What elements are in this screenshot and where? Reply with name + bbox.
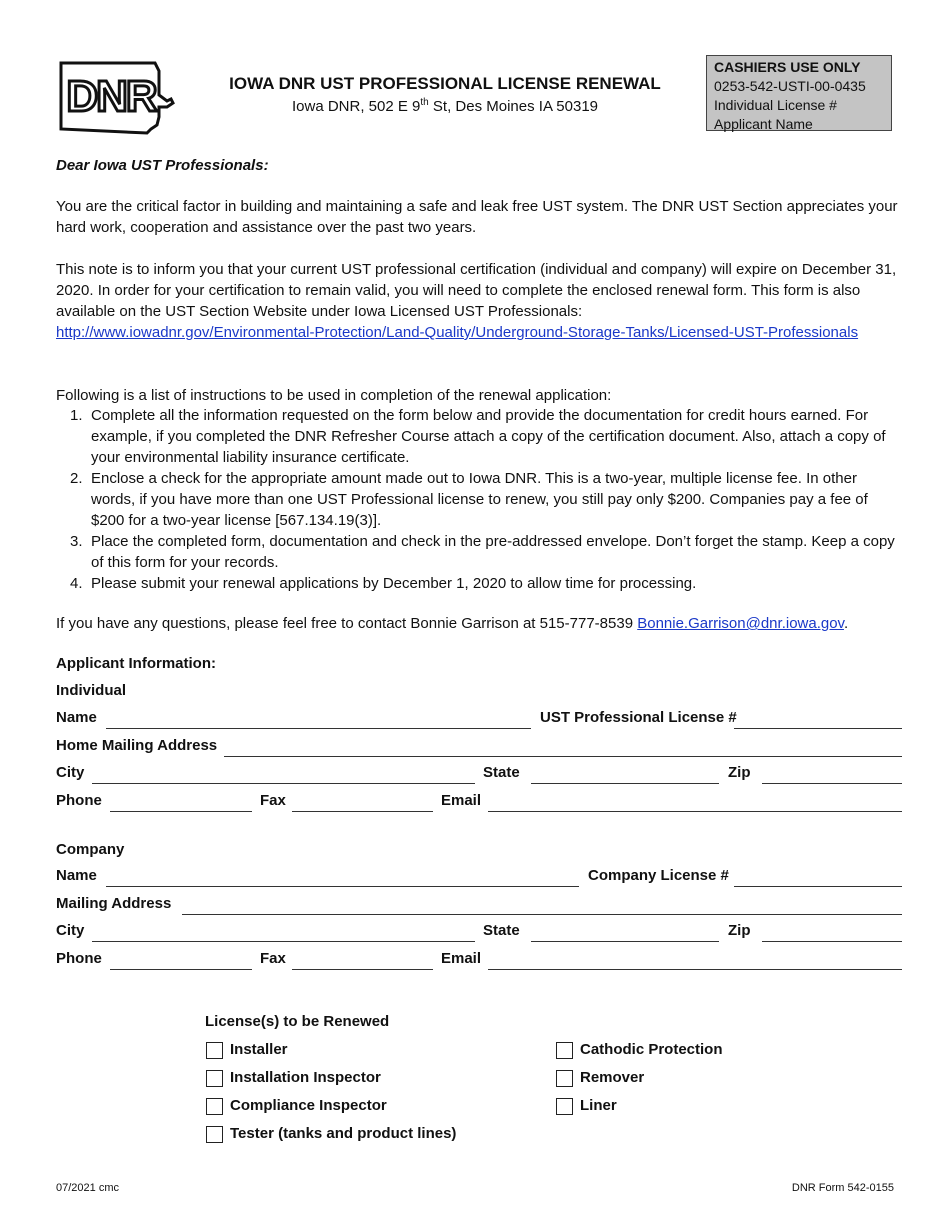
- liner-checkbox[interactable]: [556, 1098, 573, 1115]
- remover-checkbox[interactable]: [556, 1070, 573, 1087]
- company-address-label: Mailing Address: [56, 895, 172, 912]
- individual-fax-label: Fax: [260, 792, 286, 809]
- contact-paragraph: If you have any questions, please feel free to contact Bonnie Garrison at 515-777-8539 Bonnie.Garrison@dnr.iowa.gov.: [56, 615, 849, 632]
- footer-form-number: DNR Form 542-0155: [791, 1182, 894, 1194]
- company-phone-field[interactable]: [110, 969, 252, 970]
- individual-name-field[interactable]: [106, 728, 531, 729]
- cathodic-protection-checkbox[interactable]: [556, 1042, 573, 1059]
- applicant-info-heading: Applicant Information:: [56, 655, 216, 672]
- greeting: Dear Iowa UST Professionals:: [56, 157, 269, 174]
- company-name-label: Name: [56, 867, 97, 884]
- individual-fax-field[interactable]: [292, 811, 433, 812]
- company-heading: Company: [56, 841, 125, 858]
- instruction-text: Please submit your renewal applications by December 1, 2020 to allow time for processing.: [91, 575, 697, 592]
- individual-license-label: UST Professional License #: [540, 709, 737, 726]
- company-zip-label: Zip: [728, 922, 751, 939]
- company-email-label: Email: [441, 950, 482, 967]
- individual-name-label: Name: [56, 709, 97, 726]
- individual-address-field[interactable]: [224, 756, 902, 757]
- individual-email-field[interactable]: [488, 811, 902, 812]
- individual-zip-field[interactable]: [762, 783, 902, 784]
- footer-revision: 07/2021 cmc: [56, 1182, 119, 1194]
- company-license-field[interactable]: [734, 886, 902, 887]
- instruction-item: [56, 531, 898, 573]
- individual-state-field[interactable]: [531, 783, 719, 784]
- company-state-label: State: [483, 922, 520, 939]
- licenses-heading: License(s) to be Renewed: [205, 1013, 390, 1030]
- instruction-number: 2.: [70, 470, 83, 487]
- compliance-inspector-label: Compliance Inspector: [230, 1097, 387, 1114]
- page-title: IOWA DNR UST PROFESSIONAL LICENSE RENEWAL: [229, 74, 661, 93]
- individual-heading: Individual: [56, 682, 127, 699]
- company-email-field[interactable]: [488, 969, 902, 970]
- instructions-intro: Following is a list of instructions to be used in completion of the renewal application:: [56, 387, 612, 404]
- company-fax-field[interactable]: [292, 969, 433, 970]
- instructions-list: [56, 405, 898, 594]
- instruction-text: Enclose a check for the appropriate amount made out to Iowa DNR. This is a two-year, multiple license fee. In other words, if you have more than one UST Professional license to renew, you still pay only $200. Companies pay a fee of $200 for a two-year license [567.134.19(3)].: [91, 470, 868, 529]
- expiration-paragraph: This note is to inform you that your current UST professional certification (individual and company) will expire on December 31, 2020. In order for your certification to remain valid, you will need to complete the enclosed renewal form. This form is also available on the UST Section Website under Iowa Licensed UST Professionals: http://www.iowadnr.gov/Environmental-Protection/Land-Quality/Underground-Storage-Tanks/Licensed-UST-Professionals: [56, 261, 897, 341]
- individual-city-label: City: [56, 764, 85, 781]
- company-phone-label: Phone: [56, 950, 102, 967]
- liner-label: Liner: [580, 1097, 617, 1114]
- instruction-item: [56, 468, 898, 531]
- remover-label: Remover: [580, 1069, 645, 1086]
- company-city-field[interactable]: [92, 941, 475, 942]
- header-address: Iowa DNR, 502 E 9th St, Des Moines IA 50319: [291, 97, 598, 115]
- instruction-number: 4.: [70, 575, 83, 592]
- cathodic-protection-label: Cathodic Protection: [580, 1041, 723, 1058]
- installer-checkbox[interactable]: [206, 1042, 223, 1059]
- company-name-field[interactable]: [106, 886, 579, 887]
- individual-phone-field[interactable]: [110, 811, 252, 812]
- instruction-item: [56, 573, 898, 594]
- compliance-inspector-checkbox[interactable]: [206, 1098, 223, 1115]
- instruction-text: Place the completed form, documentation and check in the pre-addressed envelope. Don’t forget the stamp. Keep a copy of this form for your records.: [91, 533, 895, 571]
- instruction-number: 3.: [70, 533, 83, 550]
- individual-phone-label: Phone: [56, 792, 102, 809]
- individual-state-label: State: [483, 764, 520, 781]
- cashier-heading: CASHIERS USE ONLY: [714, 59, 861, 75]
- company-fax-label: Fax: [260, 950, 286, 967]
- cashiers-use-box: [706, 55, 892, 131]
- website-link[interactable]: http://www.iowadnr.gov/Environmental-Protection/Land-Quality/Underground-Storage-Tanks/Licensed-UST-Professionals: [56, 324, 859, 341]
- cashier-license-label: Individual License #: [714, 97, 837, 113]
- individual-zip-label: Zip: [728, 764, 751, 781]
- tester-label: Tester (tanks and product lines): [230, 1125, 457, 1142]
- company-zip-field[interactable]: [762, 941, 902, 942]
- company-city-label: City: [56, 922, 85, 939]
- dnr-logo: [55, 55, 175, 135]
- tester-checkbox[interactable]: [206, 1126, 223, 1143]
- individual-license-field[interactable]: [734, 728, 902, 729]
- logo-text: DNR: [66, 72, 156, 121]
- company-state-field[interactable]: [531, 941, 719, 942]
- installation-inspector-label: Installation Inspector: [230, 1069, 381, 1086]
- instruction-number: 1.: [70, 407, 83, 424]
- instruction-item: [56, 405, 898, 468]
- cashier-applicant-label: Applicant Name: [714, 116, 813, 132]
- cashier-code: 0253-542-USTI-00-0435: [714, 78, 866, 94]
- individual-address-label: Home Mailing Address: [56, 737, 218, 754]
- individual-email-label: Email: [441, 792, 482, 809]
- intro-paragraph: You are the critical factor in building and maintaining a safe and leak free UST system. The DNR UST Section appreciates your hard work, cooperation and assistance over the past two years.: [56, 198, 898, 236]
- instruction-text: Complete all the information requested on the form below and provide the documentation for credit hours earned. For example, if you completed the DNR Refresher Course attach a copy of the certification document. Also, attach a copy of your environmental liability insurance certificate.: [91, 407, 886, 466]
- company-address-field[interactable]: [182, 914, 902, 915]
- installer-label: Installer: [230, 1041, 288, 1058]
- individual-city-field[interactable]: [92, 783, 475, 784]
- installation-inspector-checkbox[interactable]: [206, 1070, 223, 1087]
- contact-email-link[interactable]: Bonnie.Garrison@dnr.iowa.gov: [637, 615, 844, 632]
- company-license-label: Company License #: [588, 867, 729, 884]
